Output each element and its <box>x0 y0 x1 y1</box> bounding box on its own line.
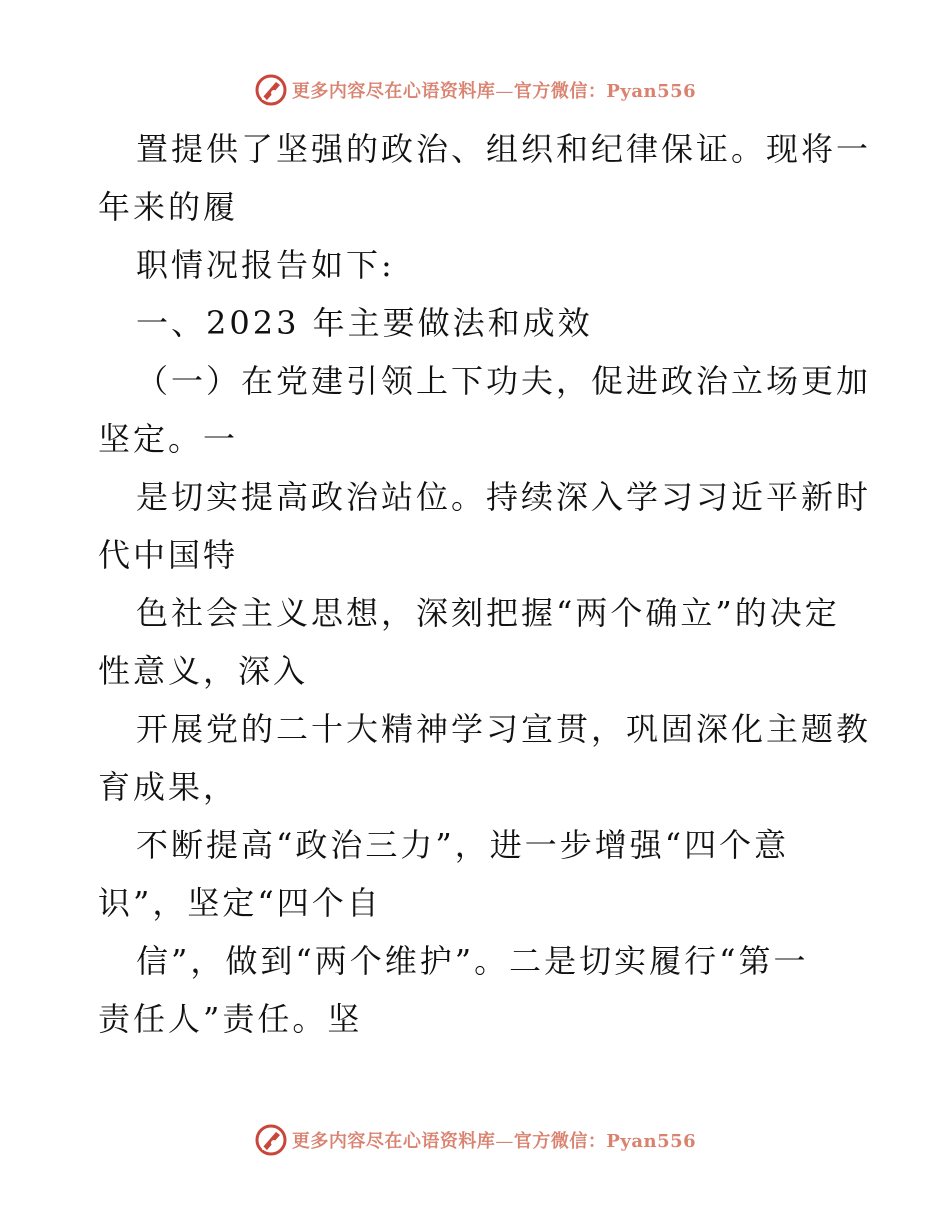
text-line: 职情况报告如下: <box>136 246 395 284</box>
subsection-heading: （一）在党建引领上下功夫，促进政治立场更加 <box>136 362 872 400</box>
pen-seal-icon <box>254 73 288 107</box>
text-line: 坚定。一 <box>98 420 239 458</box>
watermark-text: 更多内容尽在心语资料库—官方微信：Pyan556 <box>291 81 697 102</box>
text-line: 是切实提高政治站位。持续深入学习习近平新时 <box>136 478 872 516</box>
text-line: 信”，做到“两个维护”。二是切实履行“第一 <box>136 942 809 980</box>
text-line: 识”，坚定“四个自 <box>98 884 382 922</box>
document-body <box>98 120 872 1048</box>
text-line: 育成果， <box>98 768 239 806</box>
text-line: 开展党的二十大精神学习宣贯，巩固深化主题教 <box>136 710 872 748</box>
text-line: 色社会主义思想，深刻把握“两个确立”的决定 <box>136 594 840 632</box>
text-line: 责任人”责任。坚 <box>98 1000 363 1038</box>
pen-seal-icon <box>254 1123 288 1157</box>
header-watermark <box>0 70 950 110</box>
watermark-text: 更多内容尽在心语资料库—官方微信：Pyan556 <box>291 1131 697 1152</box>
text-line: 性意义，深入 <box>98 652 309 690</box>
text-line: 不断提高“政治三力”，进一步增强“四个意 <box>136 826 790 864</box>
text-line: 代中国特 <box>98 536 239 574</box>
section-heading: 一、2023 年主要做法和成效 <box>136 304 593 342</box>
text-line: 年来的履 <box>98 188 239 226</box>
text-line: 置提供了坚强的政治、组织和纪律保证。现将一 <box>136 130 872 168</box>
footer-watermark <box>0 1120 950 1160</box>
